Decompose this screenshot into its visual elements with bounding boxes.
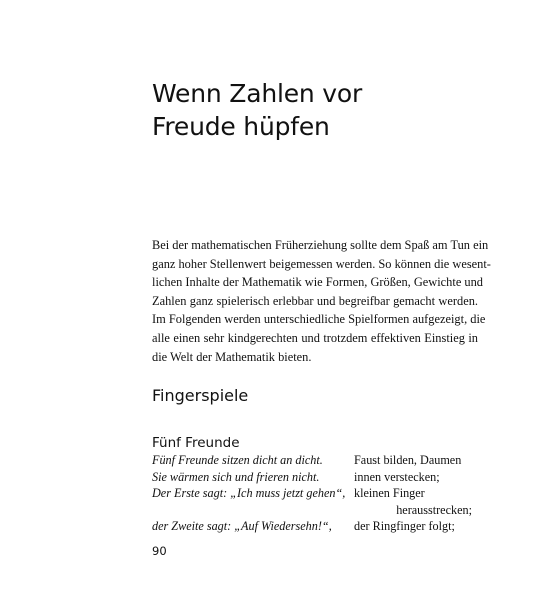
gesture-line: Faust bilden, Daumen <box>354 453 462 467</box>
gesture-instructions <box>354 452 484 535</box>
gesture-line: innen verstecken; <box>354 469 440 484</box>
intro-line: Im Folgenden werden unterschiedliche Spielformen aufgezeigt, die <box>152 312 486 327</box>
intro-paragraph <box>152 236 491 366</box>
poem-title: Fünf Freunde <box>152 434 240 451</box>
page-number: 90 <box>152 544 167 558</box>
poem-verses <box>152 452 352 535</box>
poem-line: der Zweite sagt: „Auf Wiedersehn!“, <box>152 519 332 533</box>
chapter-title-line-2: Freude hüpfen <box>152 111 330 141</box>
intro-line: alle einen sehr kindgerechten und trotzdem effektiven Einstieg in <box>152 330 478 345</box>
gesture-line: herausstrecken; <box>396 502 472 517</box>
intro-line: die Welt der Mathematik bieten. <box>152 349 312 364</box>
intro-line: Zahlen ganz spielerisch erlebbar und begreifbar gemacht werden. <box>152 293 478 308</box>
section-heading: Fingerspiele <box>152 386 249 406</box>
chapter-title-line-1: Wenn Zahlen vor <box>152 78 363 108</box>
intro-line: lichen Inhalte der Mathematik wie Formen, Größen, Gewichte und <box>152 275 484 290</box>
poem-line: Sie wärmen sich und frieren nicht. <box>152 469 320 484</box>
gesture-line: der Ringfinger folgt; <box>354 519 455 533</box>
poem-line: Fünf Freunde sitzen dicht an dicht. <box>152 453 323 467</box>
poem-line: Der Erste sagt: „Ich muss jetzt gehen“, <box>152 486 346 500</box>
chapter-title <box>152 77 482 143</box>
poem-line-blank <box>152 502 352 519</box>
intro-line: Bei der mathematischen Früherziehung sollte dem Spaß am Tun ein <box>152 238 489 252</box>
intro-line: ganz hoher Stellenwert beigemessen werden. So können die wesent- <box>152 256 491 271</box>
gesture-line: kleinen Finger <box>354 486 425 500</box>
